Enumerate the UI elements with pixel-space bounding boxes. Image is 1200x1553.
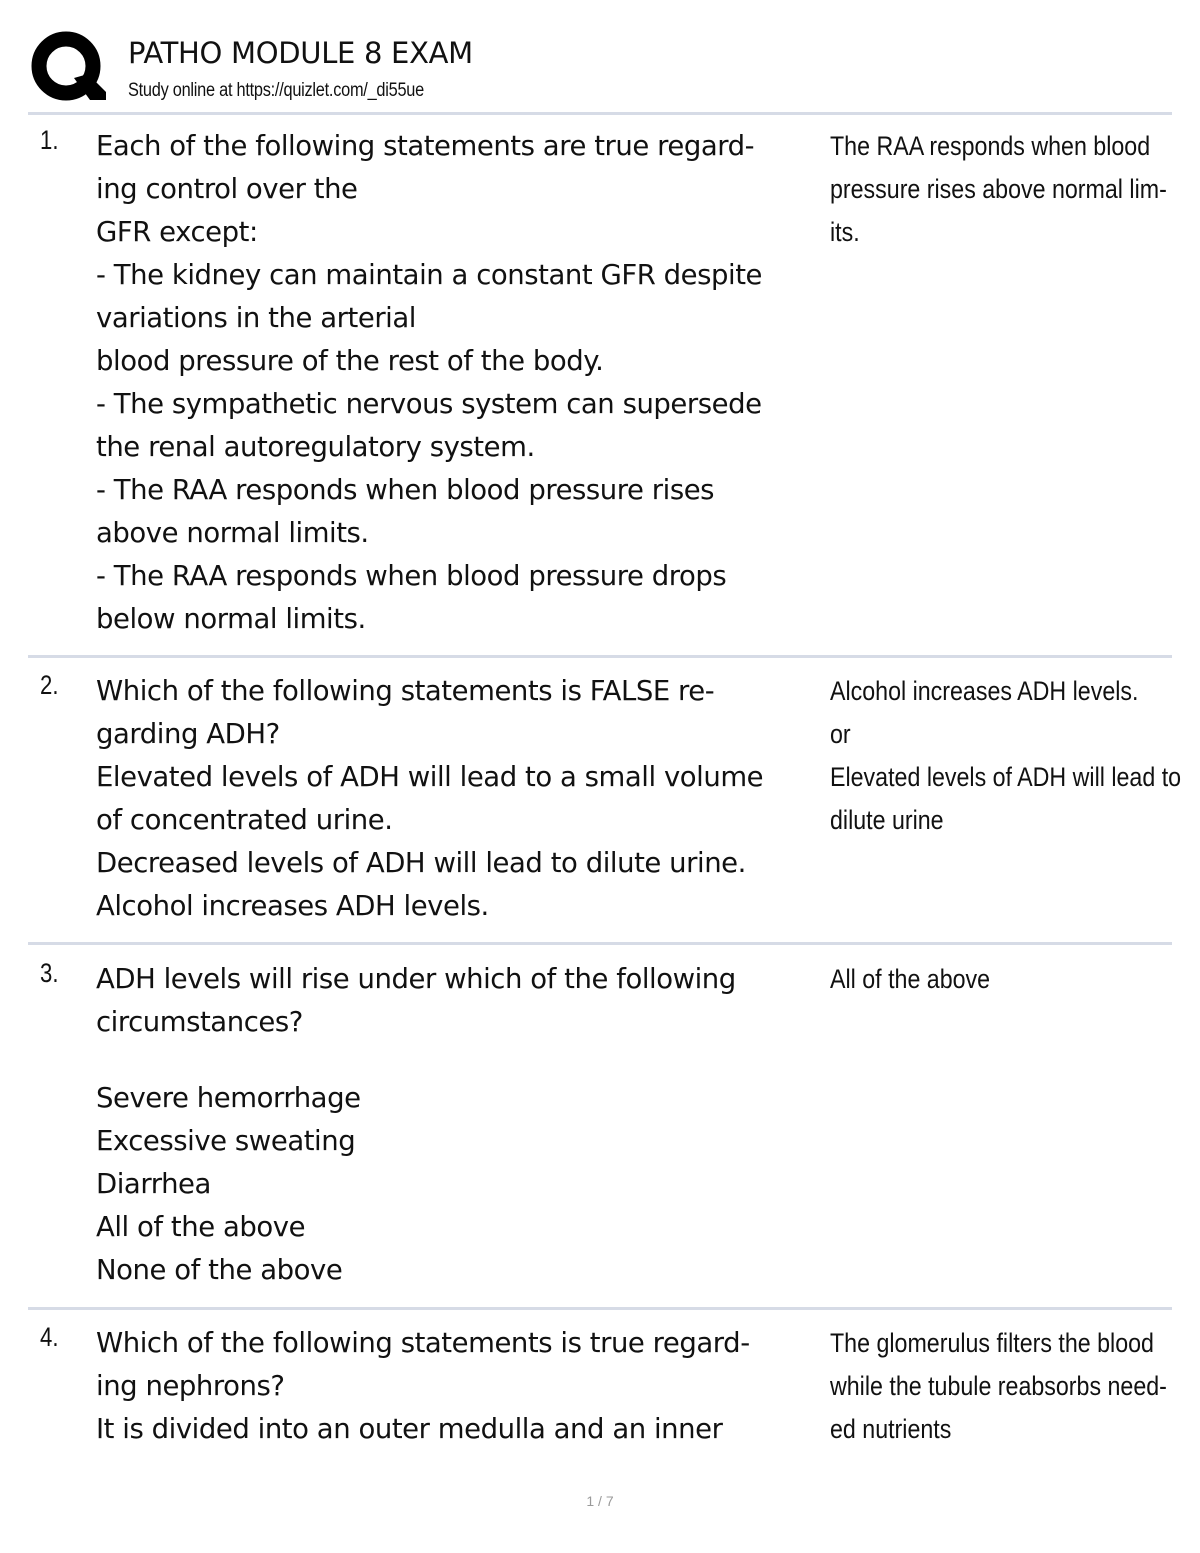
card-answer [830,958,1122,1001]
question-line: Decreased levels of ADH will lead to dilute urine. [96,847,746,879]
divider [28,112,1172,115]
page-header [30,28,1180,112]
question-line: circumstances? [96,1006,303,1038]
answer-line: Alcohol increases ADH levels. [830,676,1139,706]
question-line: ing nephrons? [96,1370,285,1402]
page-title: PATHO MODULE 8 EXAM [128,36,473,70]
question-option: Excessive sweating [96,1125,356,1157]
question-line: - The kidney can maintain a constant GFR despite [96,259,762,291]
answer-line: or [830,719,851,749]
answer-line: dilute urine [830,805,944,835]
question-line: below normal limits. [96,603,366,635]
question-line: garding ADH? [96,718,280,750]
card-answer [830,125,1167,254]
question-option: All of the above [96,1211,306,1243]
question-line: GFR except: [96,216,258,248]
answer-line: while the tubule reabsorbs need- [830,1371,1167,1401]
quizlet-logo-icon [30,30,106,106]
question-line: Elevated levels of ADH will lead to a small volume [96,761,764,793]
card-question [96,1322,826,1451]
card-question [96,958,826,1292]
card-number: 3. [40,958,59,988]
question-line: - The RAA responds when blood pressure drops [96,560,727,592]
card-number: 1. [40,125,59,155]
card-answer [830,670,1182,842]
card-question [96,125,826,641]
question-line: above normal limits. [96,517,369,549]
divider [28,942,1172,945]
answer-line: All of the above [830,964,991,994]
answer-line: Elevated levels of ADH will lead to [830,762,1182,792]
question-line: It is divided into an outer medulla and an inner [96,1413,723,1445]
answer-line: The glomerulus filters the blood [830,1328,1154,1358]
card-number: 2. [40,670,59,700]
card-number: 4. [40,1322,59,1352]
card-question [96,670,826,928]
card-answer [830,1322,1167,1451]
question-line: variations in the arterial [96,302,416,334]
divider [28,1307,1172,1310]
question-line: the renal autoregulatory system. [96,431,535,463]
question-line: - The sympathetic nervous system can supersede [96,388,762,420]
question-option: None of the above [96,1254,343,1286]
answer-line: ed nutrients [830,1414,952,1444]
spacer [96,1044,826,1077]
answer-line: its. [830,217,860,247]
question-line: Alcohol increases ADH levels. [96,890,489,922]
question-option: Diarrhea [96,1168,211,1200]
question-line: Each of the following statements are true regard- [96,130,755,162]
question-line: ing control over the [96,173,358,205]
question-line: - The RAA responds when blood pressure rises [96,474,715,506]
question-line: ADH levels will rise under which of the following [96,963,736,995]
question-line: blood pressure of the rest of the body. [96,345,604,377]
question-option: Severe hemorrhage [96,1082,361,1114]
question-line: Which of the following statements is true regard- [96,1327,750,1359]
divider [28,655,1172,658]
study-online-link[interactable]: Study online at https://quizlet.com/_di55ue [128,80,424,101]
question-line: of concentrated urine. [96,804,393,836]
answer-line: pressure rises above normal lim- [830,174,1167,204]
question-line: Which of the following statements is FALSE re- [96,675,715,707]
page-indicator: 1 / 7 [586,1493,614,1509]
answer-line: The RAA responds when blood [830,131,1151,161]
